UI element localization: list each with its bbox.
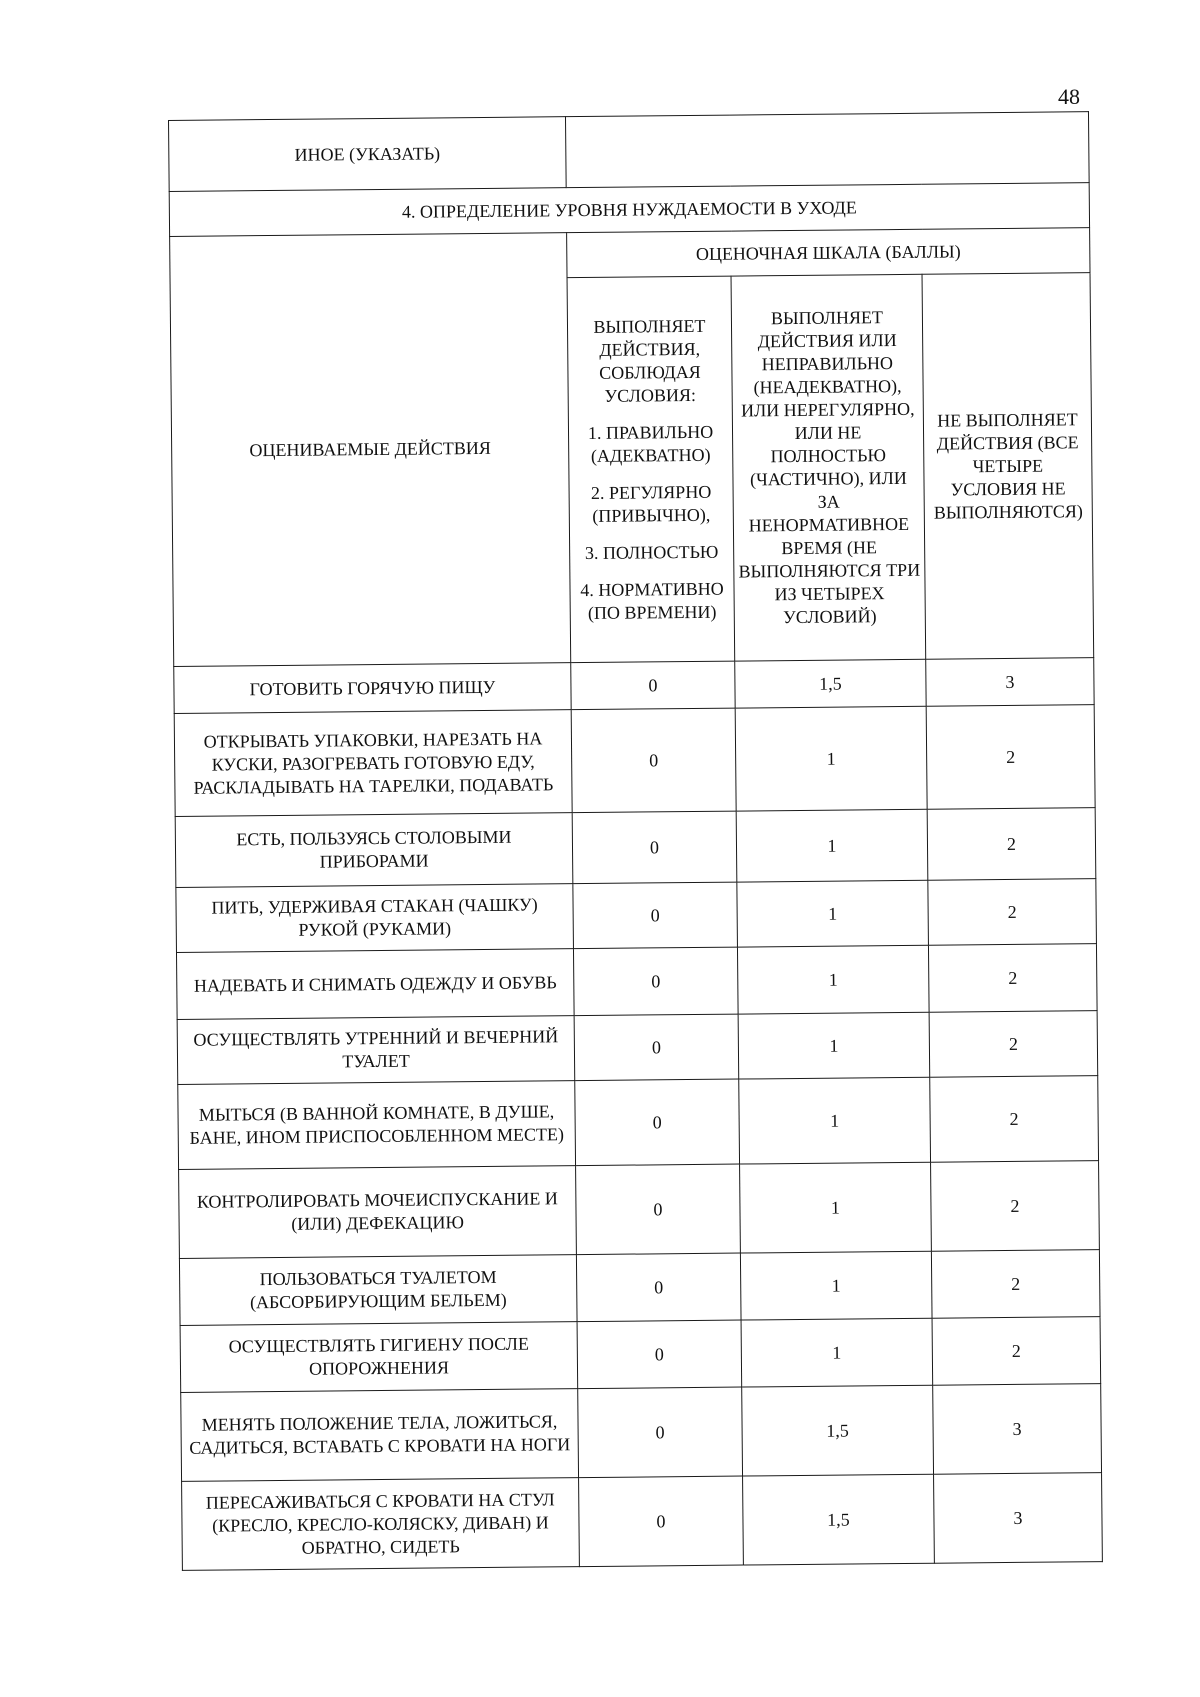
- criteria-full-header: [567, 276, 735, 663]
- action-label: ПЕРЕСАЖИВАТЬСЯ С КРОВАТИ НА СТУЛ (КРЕСЛО, КРЕСЛО-КОЛЯСКУ, ДИВАН) И ОБРАТНО, СИДЕТЬ: [182, 1478, 580, 1571]
- table-row: [174, 705, 1095, 817]
- criteria-condition-3: 3. ПОЛНОСТЬЮ: [584, 541, 719, 563]
- score-none: 2: [932, 1317, 1101, 1386]
- table-row: [177, 1011, 1098, 1085]
- score-full: 0: [576, 1164, 741, 1255]
- score-partial: 1: [737, 945, 929, 1014]
- other-label: ИНОЕ (УКАЗАТЬ): [169, 117, 567, 192]
- criteria-full-intro: ВЫПОЛНЯЕТ ДЕЙСТВИЯ, СОБЛЮДАЯ УСЛОВИЯ:: [593, 315, 706, 406]
- score-none: 2: [928, 944, 1097, 1013]
- page-number: 48: [1058, 84, 1080, 109]
- table-row: [176, 879, 1097, 953]
- score-partial: 1,5: [743, 1474, 935, 1565]
- score-partial: 1: [738, 1012, 930, 1079]
- score-partial: 1: [740, 1162, 932, 1253]
- score-full: 0: [574, 1014, 739, 1081]
- action-label: МЕНЯТЬ ПОЛОЖЕНИЕ ТЕЛА, ЛОЖИТЬСЯ, САДИТЬСЯ, ВСТАВАТЬ С КРОВАТИ НА НОГИ: [181, 1389, 579, 1482]
- action-label: ОСУЩЕСТВЛЯТЬ ГИГИЕНУ ПОСЛЕ ОПОРОЖНЕНИЯ: [180, 1322, 578, 1393]
- criteria-none-header: НЕ ВЫПОЛНЯЕТ ДЕЙСТВИЯ (ВСЕ ЧЕТЫРЕ УСЛОВИЯ НЕ ВЫПОЛНЯЮТСЯ): [922, 273, 1094, 660]
- action-label: ПИТЬ, УДЕРЖИВАЯ СТАКАН (ЧАШКУ) РУКОЙ (РУКАМИ): [176, 884, 574, 953]
- score-full: 0: [578, 1387, 743, 1478]
- score-full: 0: [576, 1253, 741, 1322]
- other-value-field[interactable]: [565, 112, 1089, 188]
- score-full: 0: [571, 661, 735, 710]
- section-title: 4. ОПРЕДЕЛЕНИЕ УРОВНЯ НУЖДАЕМОСТИ В УХОДЕ: [169, 183, 1089, 237]
- criteria-condition-4: 4. НОРМАТИВНО (ПО ВРЕМЕНИ): [580, 578, 724, 623]
- score-partial: 1: [737, 880, 929, 947]
- score-none: 2: [929, 1011, 1098, 1078]
- table-row: [179, 1250, 1100, 1326]
- action-label: ЕСТЬ, ПОЛЬЗУЯСЬ СТОЛОВЫМИ ПРИБОРАМИ: [175, 813, 573, 888]
- score-full: 0: [573, 947, 738, 1016]
- table-row: [176, 944, 1097, 1020]
- scale-header: ОЦЕНОЧНАЯ ШКАЛА (БАЛЛЫ): [567, 228, 1090, 278]
- table-row: [181, 1384, 1102, 1482]
- care-needs-table: [168, 111, 1103, 1571]
- table-row: [179, 1161, 1100, 1259]
- score-none: 3: [934, 1473, 1103, 1564]
- table-row: [180, 1317, 1101, 1393]
- score-partial: 1: [741, 1318, 933, 1387]
- score-none: 3: [933, 1384, 1102, 1475]
- action-label: МЫТЬСЯ (В ВАННОЙ КОМНАТЕ, В ДУШЕ, БАНЕ, ИНОМ ПРИСПОСОБЛЕННОМ МЕСТЕ): [178, 1081, 576, 1170]
- score-full: 0: [577, 1320, 742, 1389]
- criteria-partial-header: ВЫПОЛНЯЕТ ДЕЙСТВИЯ ИЛИ НЕПРАВИЛЬНО (НЕАДЕКВАТНО), ИЛИ НЕРЕГУЛЯРНО, ИЛИ НЕ ПОЛНОСТЬЮ (ЧАСТИЧНО), ИЛИ ЗА НЕНОРМАТИВНОЕ ВРЕМЯ (НЕ ВЫПОЛНЯЮТСЯ ТРИ ИЗ ЧЕТЫРЕХ УСЛОВИЙ): [731, 274, 926, 661]
- score-partial: 1: [735, 706, 927, 811]
- score-none: 3: [926, 658, 1094, 707]
- score-none: 2: [931, 1161, 1100, 1252]
- score-partial: 1: [739, 1077, 931, 1164]
- score-full: 0: [575, 1079, 740, 1166]
- action-label: НАДЕВАТЬ И СНИМАТЬ ОДЕЖДУ И ОБУВЬ: [176, 949, 574, 1020]
- score-full: 0: [573, 882, 738, 949]
- action-label: ГОТОВИТЬ ГОРЯЧУЮ ПИЩУ: [174, 663, 571, 714]
- action-label: ОСУЩЕСТВЛЯТЬ УТРЕННИЙ И ВЕЧЕРНИЙ ТУАЛЕТ: [177, 1016, 575, 1085]
- score-none: 2: [930, 1076, 1099, 1163]
- criteria-condition-2: 2. РЕГУЛЯРНО (ПРИВЫЧНО),: [590, 481, 712, 526]
- criteria-condition-1: 1. ПРАВИЛЬНО (АДЕКВАТНО): [587, 421, 714, 466]
- table-row: [178, 1076, 1099, 1170]
- score-none: 2: [926, 705, 1095, 810]
- score-partial: 1,5: [742, 1385, 934, 1476]
- score-none: 2: [928, 879, 1097, 946]
- action-label: КОНТРОЛИРОВАТЬ МОЧЕИСПУСКАНИЕ И (ИЛИ) ДЕФЕКАЦИЮ: [179, 1166, 577, 1259]
- score-partial: 1,5: [735, 659, 926, 708]
- score-partial: 1: [740, 1251, 932, 1320]
- score-full: 0: [572, 811, 737, 884]
- other-row: [169, 112, 1090, 192]
- action-label: ОТКРЫВАТЬ УПАКОВКИ, НАРЕЗАТЬ НА КУСКИ, РАЗОГРЕВАТЬ ГОТОВУЮ ЕДУ, РАСКЛАДЫВАТЬ НА ТАРЕЛКИ, ПОДАВАТЬ: [174, 710, 572, 817]
- score-none: 2: [931, 1250, 1100, 1319]
- score-full: 0: [571, 708, 736, 813]
- action-label: ПОЛЬЗОВАТЬСЯ ТУАЛЕТОМ (АБСОРБИРУЮЩИМ БЕЛЬЕМ): [179, 1255, 577, 1326]
- table-row: [175, 808, 1096, 888]
- table-row: [182, 1473, 1103, 1571]
- score-partial: 1: [736, 809, 928, 882]
- score-full: 0: [579, 1476, 744, 1567]
- actions-column-header: ОЦЕНИВАЕМЫЕ ДЕЙСТВИЯ: [170, 233, 571, 667]
- score-none: 2: [927, 808, 1096, 881]
